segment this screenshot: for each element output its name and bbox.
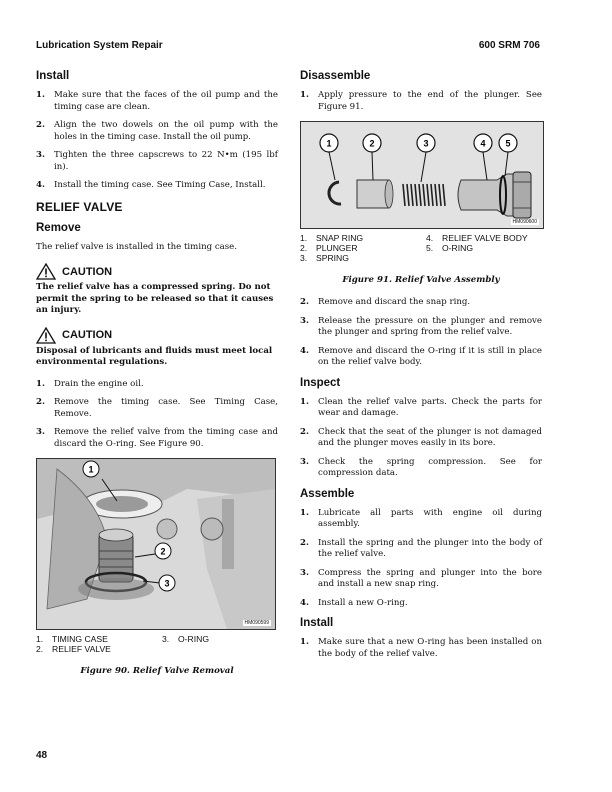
figure-91-caption: Figure 91. Relief Valve Assembly [342,275,500,285]
header-right: 600 SRM 706 [478,40,540,51]
list-item: 2. Remove and discard the snap ring. [300,297,471,307]
relief-valve-removal-photo [37,459,275,629]
list-item: 3. Check the spring compression. See for compression data. [300,456,542,478]
callout-1: 1 [88,464,94,475]
figure-id: HM090600 [512,219,537,225]
caution-heading [36,263,278,280]
warning-triangle-icon [36,327,56,344]
install-heading-right: Install [300,617,334,629]
relief-valve-heading: RELIEF VALVE [36,199,123,214]
list-item: 1. Clean the relief valve parts. Check the parts for wear and damage. [300,396,542,418]
figure-90-caption: Figure 90. Relief Valve Removal [80,666,234,676]
callout-4: 4 [480,138,486,149]
caution-label: CAUTION [62,265,113,278]
list-item: 2. Check that the seat of the plunger is not damaged and the plunger moves easily in its bore. [300,426,542,448]
disassemble-step-1 [300,90,542,113]
install-heading: Install [36,70,70,82]
figure-id: HM090599 [244,620,269,626]
assemble-steps [300,508,542,610]
install-steps [36,90,278,192]
page-number: 48 [36,750,48,761]
relief-valve-assembly-photo [301,122,543,228]
disassemble-heading: Disassemble [300,70,371,82]
install-steps-right [300,637,542,660]
remove-steps [36,379,278,451]
legend-item: 1. SNAP RING [300,233,364,243]
caution-text-spring: The relief valve has a compressed spring. Do not permit the spring to be released so that it causes an injury. [36,282,274,315]
callout-5: 5 [505,138,511,149]
figure-90-image [36,458,276,630]
legend-item: 2. PLUNGER [300,243,358,253]
list-item: 1. Drain the engine oil. [36,378,144,389]
caution-heading [36,327,278,344]
warning-triangle-icon [36,263,56,280]
callout-2: 2 [369,138,375,149]
remove-intro: The relief valve is installed in the timing case. [36,241,238,252]
list-item: 1. Make sure that the faces of the oil pump and the timing case are clean. [36,90,278,112]
list-item: 3. Release the pressure on the plunger and remove the plunger and spring from the relief valve. [300,315,542,337]
disassemble-steps [300,297,542,369]
list-item: 2. Install the spring and the plunger into the body of the relief valve. [300,537,542,559]
callout-3: 3 [423,138,429,149]
list-item: 4. Remove and discard the O-ring if it is still in place on the relief valve body. [300,345,542,367]
legend-item: 4. RELIEF VALVE BODY [426,233,528,243]
callout-3: 3 [164,578,170,589]
list-item: 1. Lubricate all parts with engine oil during assembly. [300,507,542,529]
inspect-heading: Inspect [300,376,341,389]
figure-91-image [300,121,544,229]
caution-text-disposal: Disposal of lubricants and fluids must meet local environmental regulations. [36,345,273,367]
remove-heading: Remove [36,221,81,234]
inspect-steps [300,397,542,480]
list-item: 2. Align the two dowels on the oil pump with the holes in the timing case. Install the oil pump. [36,120,278,142]
assemble-heading: Assemble [300,487,355,500]
list-item: 3. Compress the spring and plunger into the bore and install a new snap ring. [300,567,542,589]
legend-item: 3. O-RING [162,634,210,644]
legend-item: 5. O-RING [426,243,474,253]
legend-item: 2. RELIEF VALVE [36,644,111,654]
legend-item: 1. TIMING CASE [36,634,108,644]
list-item: 1. Make sure that a new O-ring has been installed on the body of the relief valve. [300,637,542,659]
figure-91-legend [300,233,542,263]
caution-label: CAUTION [62,329,113,341]
list-item: 2. Remove the timing case. See Timing Case, Remove. [36,397,278,419]
figure-90-legend [36,634,278,654]
callout-2: 2 [160,546,166,557]
list-item: 1. Apply pressure to the end of the plunger. See Figure 91. [300,90,542,112]
callout-1: 1 [326,138,332,149]
legend-item: 3. SPRING [300,253,349,263]
list-item: 3. Tighten the three capscrews to 22 N•m (195 lbf in). [36,150,278,172]
list-item: 4. Install the timing case. See Timing Case, Install. [36,180,266,190]
header-left: Lubrication System Repair [36,40,163,51]
list-item: 4. Install a new O-ring. [300,597,408,608]
list-item: 3. Remove the relief valve from the timing case and discard the O-ring. See Figure 90. [36,427,278,449]
left-column [36,70,278,688]
right-column [300,70,542,668]
